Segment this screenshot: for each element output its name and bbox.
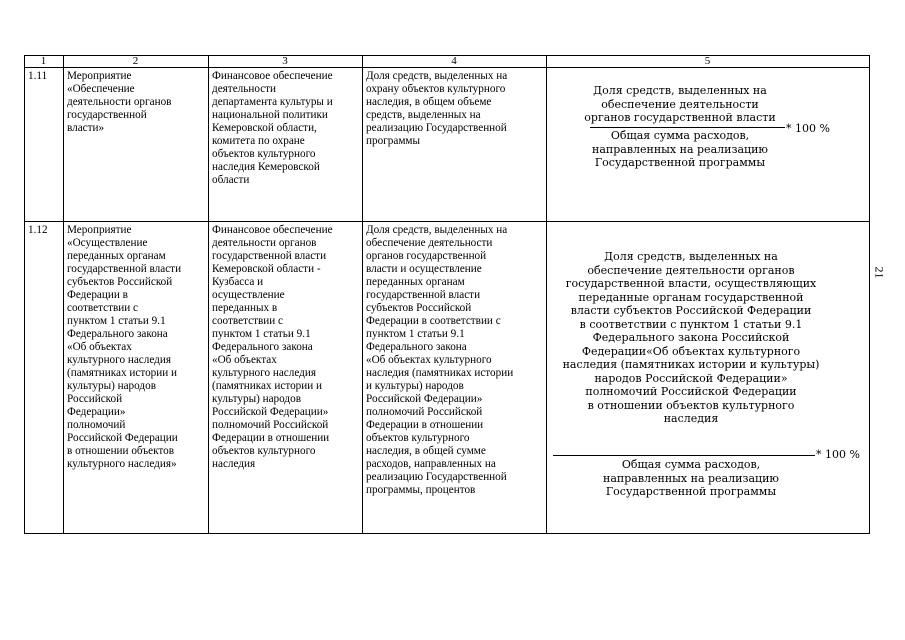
formula-denominator: Общая сумма расходов, направленных на реализацию Государственной программы [603, 458, 779, 498]
column-header: 5 [704, 55, 711, 67]
formula-denominator: Общая сумма расходов, направленных на реализацию Государственной программы [592, 129, 768, 169]
column-divider [208, 55, 209, 534]
source-cell: Финансовое обеспечение деятельности органов государственной власти Кемеровской области - Кузбасса и осуществление переданных в соответствии с пунктом 1 статьи 9.1 Федерального закона «Об объектах культурного наследия (памятниках истории и культуры) народов Российской Федерации» полномочий Российской Федерации в отношении объектов культурного наследия [212, 224, 333, 470]
table-border-right [869, 55, 870, 534]
column-divider [546, 55, 547, 534]
indicator-cell: Доля средств, выделенных на обеспечение деятельности органов государственной власти и осуществление переданных органам государственной власти субъектов Российской Федерации в соответствии с пунктом 1 статьи 9.1 Федерального закона «Об объектах культурного наследия (памятниках истории и культуры) народов Российской Федерации» полномочий Российской Федерации в отношении объектов культурного наследия, в общей сумме расходов, направленных на реализацию Государственной программы, процентов [366, 224, 514, 496]
row-number: 1.11 [28, 70, 48, 82]
column-header: 3 [282, 55, 288, 67]
activity-cell: Мероприятие «Осуществление переданных органам государственной власти субъектов Российской Федерации в соответствии с пунктом 1 статьи 9.1 Федерального закона «Об объектах культурного наследия (памятниках истории и культуры) народов Российской Федерации» полномочий Российской Федерации в отношении объектов культурного наследия» [67, 224, 182, 470]
page-number: 21 [872, 266, 887, 279]
table-border-left [24, 55, 25, 534]
fraction-bar [590, 127, 785, 128]
formula-numerator: Доля средств, выделенных на обеспечение деятельности органов государственной власти, осуществляющих переданные органам государственной власти субъектов Российской Федерации в соответствии с пунктом 1 статьи 9.1 Федерального закона Российской Федерации«Об объектах культурного наследия (памятниках истории и культуры) народов Российской Федерации» полномочий Российской Федерации в отношении объектов культурного наследия [562, 250, 820, 425]
column-header: 1 [40, 55, 47, 67]
formula-multiplier: * 100 % [786, 122, 830, 135]
column-header: 2 [132, 55, 139, 67]
column-header: 4 [451, 55, 457, 67]
activity-cell: Мероприятие «Обеспечение деятельности органов государственной власти» [67, 70, 172, 134]
column-divider [63, 55, 64, 534]
source-cell: Финансовое обеспечение деятельности департамента культуры и национальной политики Кемеровской области, комитета по охране объектов культурного наследия Кемеровской области [212, 70, 333, 186]
indicator-cell: Доля средств, выделенных на охрану объектов культурного наследия, в общем объеме средств, выделенных на реализацию Государственной программы [366, 70, 508, 147]
table-border-bottom [24, 533, 870, 534]
row-number: 1.12 [28, 224, 48, 236]
header-row-divider [24, 67, 870, 68]
formula-numerator: Доля средств, выделенных на обеспечение деятельности органов государственной власти [584, 84, 776, 124]
column-divider [362, 55, 363, 534]
row-divider [24, 221, 870, 222]
fraction-bar [553, 455, 815, 456]
formula-multiplier: * 100 % [816, 448, 860, 461]
